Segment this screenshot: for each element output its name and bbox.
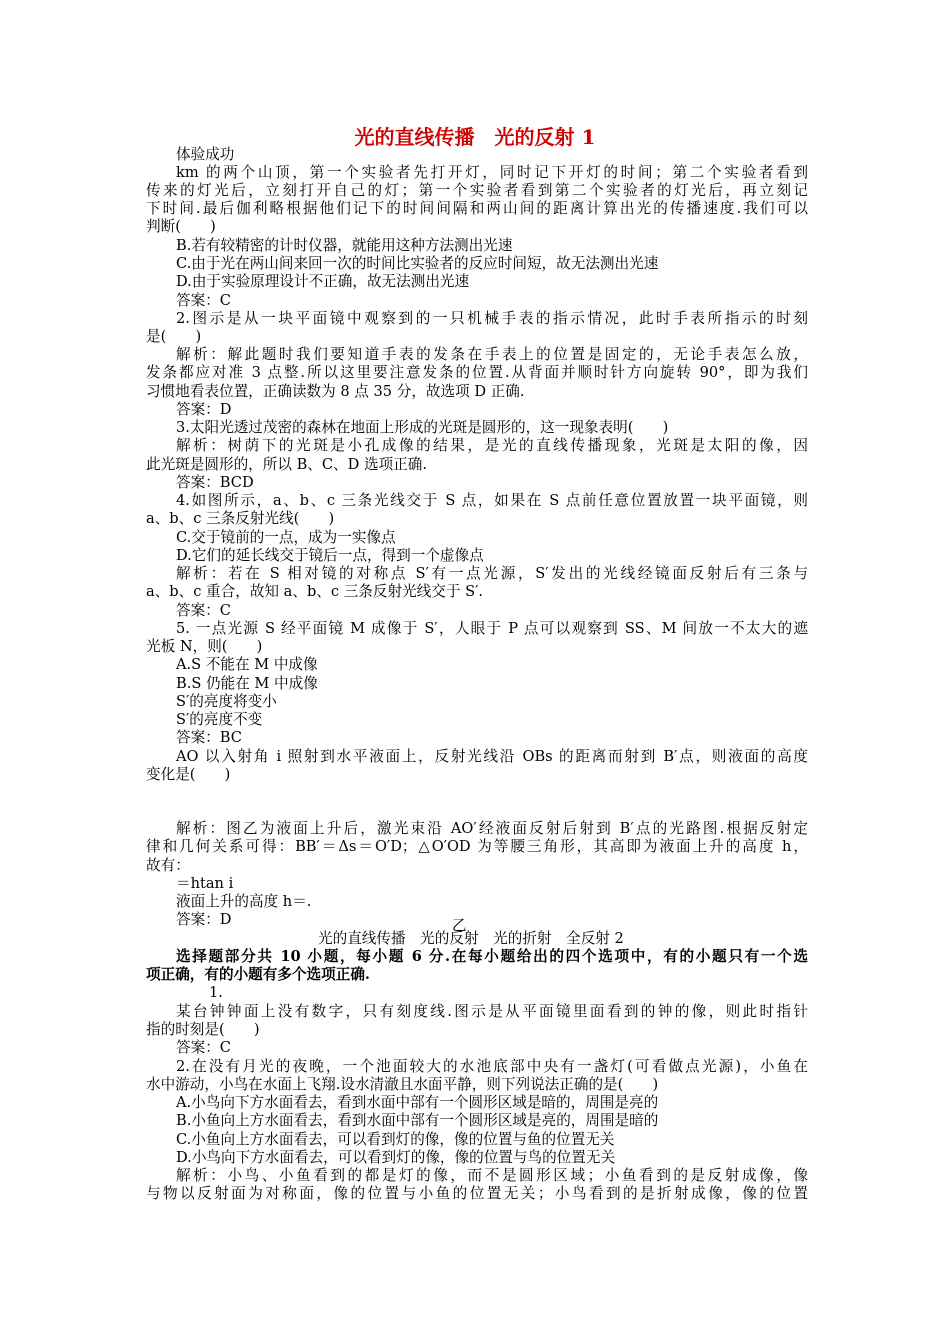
text-line: 传来的灯光后，立刻打开自己的灯；第一个实验者看到第二个实验者的灯光后，再立刻记: [146, 182, 808, 199]
text-line: 解析：若在 S 相对镜的对称点 S′有一点光源，S′发出的光线经镜面反射后有三条与: [176, 565, 808, 582]
section-heading: 光的直线传播 光的反射 光的折射 全反射 2: [318, 930, 624, 947]
text-line: C.由于光在两山间来回一次的时间比实验者的反应时间短，故无法测出光速: [176, 255, 659, 272]
text-line: 答案：C: [176, 292, 231, 309]
text-line: D.小鸟向下方水面看去，可以看到灯的像，像的位置与鸟的位置无关: [176, 1149, 616, 1166]
text-line: 3.太阳光透过茂密的森林在地面上形成的光斑是圆形的，这一现象表明( ): [176, 419, 669, 436]
text-line: 律和几何关系可得：BB′＝Δs＝O′D；△O′OD 为等腰三角形，其高即为液面上升的高度 h，: [146, 838, 808, 855]
text-line: 选择题部分共 10 小题，每小题 6 分.在每小题给出的四个选项中，有的小题只有一个选: [176, 948, 808, 965]
text-line: 解析：树荫下的光斑是小孔成像的结果，是光的直线传播现象，光斑是太阳的像，因: [176, 437, 808, 454]
text-line: 解析：图乙为液面上升后，激光束沿 AO′经液面反射后射到 B′点的光路图.根据反射定: [176, 820, 808, 837]
page-title: 光的直线传播 光的反射 1: [354, 125, 596, 149]
text-line: 判断( ): [146, 218, 216, 235]
figure-caption: 乙: [452, 917, 467, 934]
text-line: 2.图示是从一块平面镜中观察到的一只机械手表的指示情况，此时手表所指示的时刻: [176, 310, 808, 327]
text-line: 习惯地看表位置，正确读数为 8 点 35 分，故选项 D 正确.: [146, 383, 525, 400]
text-line: 变化是( ): [146, 766, 231, 783]
text-line: C.交于镜前的一点，成为一实像点: [176, 529, 396, 546]
text-line: B.若有较精密的计时仪器，就能用这种方法测出光速: [176, 237, 513, 254]
text-line: C.小鱼向上方水面看去，可以看到灯的像，像的位置与鱼的位置无关: [176, 1131, 615, 1148]
text-line: km 的两个山顶，第一个实验者先打开灯，同时记下开灯的时间；第二个实验者看到: [176, 164, 808, 181]
text-line: 项正确，有的小题有多个选项正确.: [146, 966, 370, 983]
text-line: 此光斑是圆形的，所以 B、C、D 选项正确.: [146, 456, 428, 473]
text-line: 5. 一点光源 S 经平面镜 M 成像于 S′，人眼于 P 点可以观察到 SS、M 间放一不太大的遮: [176, 620, 808, 637]
text-line: 发条都应对准 3 点整.所以这里要注意发条的位置.从背面并顺时针方向旋转 90°，即为我们: [146, 364, 808, 381]
text-line: ＝htan i: [176, 875, 234, 892]
text-line: 2.在没有月光的夜晚，一个池面较大的水池底部中央有一盏灯(可看做点光源)，小鱼在: [176, 1058, 808, 1075]
text-line: 水中游动，小鸟在水面上飞翔.设水清澈且水面平静，则下列说法正确的是( ): [146, 1076, 659, 1093]
text-line: B.S 仍能在 M 中成像: [176, 675, 318, 692]
text-line: A.小鸟向下方水面看去，看到水面中部有一个圆形区域是暗的，周围是亮的: [176, 1094, 659, 1111]
text-line: 答案：C: [176, 602, 231, 619]
text-line: 某台钟钟面上没有数字，只有刻度线.图示是从平面镜里面看到的钟的像，则此时指针: [176, 1003, 808, 1020]
text-line: 4.如图所示，a、b、c 三条光线交于 S 点，如果在 S 点前任意位置放置一块平面镜，则: [176, 492, 808, 509]
text-line: D.它们的延长线交于镜后一点，得到一个虚像点: [176, 547, 484, 564]
text-line: B.小鱼向上方水面看去，看到水面中部有一个圆形区域是亮的，周围是暗的: [176, 1112, 659, 1129]
text-line: 下时间.最后伽利略根据他们记下的时间间隔和两山间的距离计算出光的传播速度.我们可以: [146, 200, 808, 217]
text-line: 体验成功: [176, 146, 235, 163]
text-line: a、b、c 重合，故知 a、b、c 三条反射光线交于 S′.: [146, 583, 484, 600]
text-line: 答案：BC: [176, 729, 242, 746]
text-line: 解析：解此题时我们要知道手表的发条在手表上的位置是固定的，无论手表怎么放，: [176, 346, 808, 363]
text-line: 答案：BCD: [176, 474, 254, 491]
text-line: S′的亮度将变小: [176, 693, 277, 710]
text-line: a、b、c 三条反射光线( ): [146, 510, 335, 527]
text-line: 答案：D: [176, 911, 232, 928]
text-line: AO 以入射角 i 照射到水平液面上，反射光线沿 OBs 的距离而射到 B′点，则液面的高度: [176, 748, 808, 765]
text-line: 答案：C: [176, 1039, 231, 1056]
text-line: 液面上升的高度 h＝.: [176, 893, 312, 910]
text-line: D.由于实验原理设计不正确，故无法测出光速: [176, 273, 470, 290]
text-line: 指的时刻是( ): [146, 1021, 260, 1038]
text-line: S′的亮度不变: [176, 711, 263, 728]
text-line: A.S 不能在 M 中成像: [176, 656, 318, 673]
text-line: 故有：: [146, 857, 190, 874]
text-line: 答案：D: [176, 401, 232, 418]
text-line: 是( ): [146, 328, 202, 345]
text-line: 光板 N，则( ): [146, 638, 263, 655]
text-line: 解析：小鸟、小鱼看到的都是灯的像，而不是圆形区域；小鱼看到的是反射成像，像: [176, 1167, 808, 1184]
text-line: 与物以反射面为对称面，像的位置与小鱼的位置无关；小鸟看到的是折射成像，像的位置: [146, 1185, 808, 1202]
question-number: 1.: [209, 984, 223, 1001]
